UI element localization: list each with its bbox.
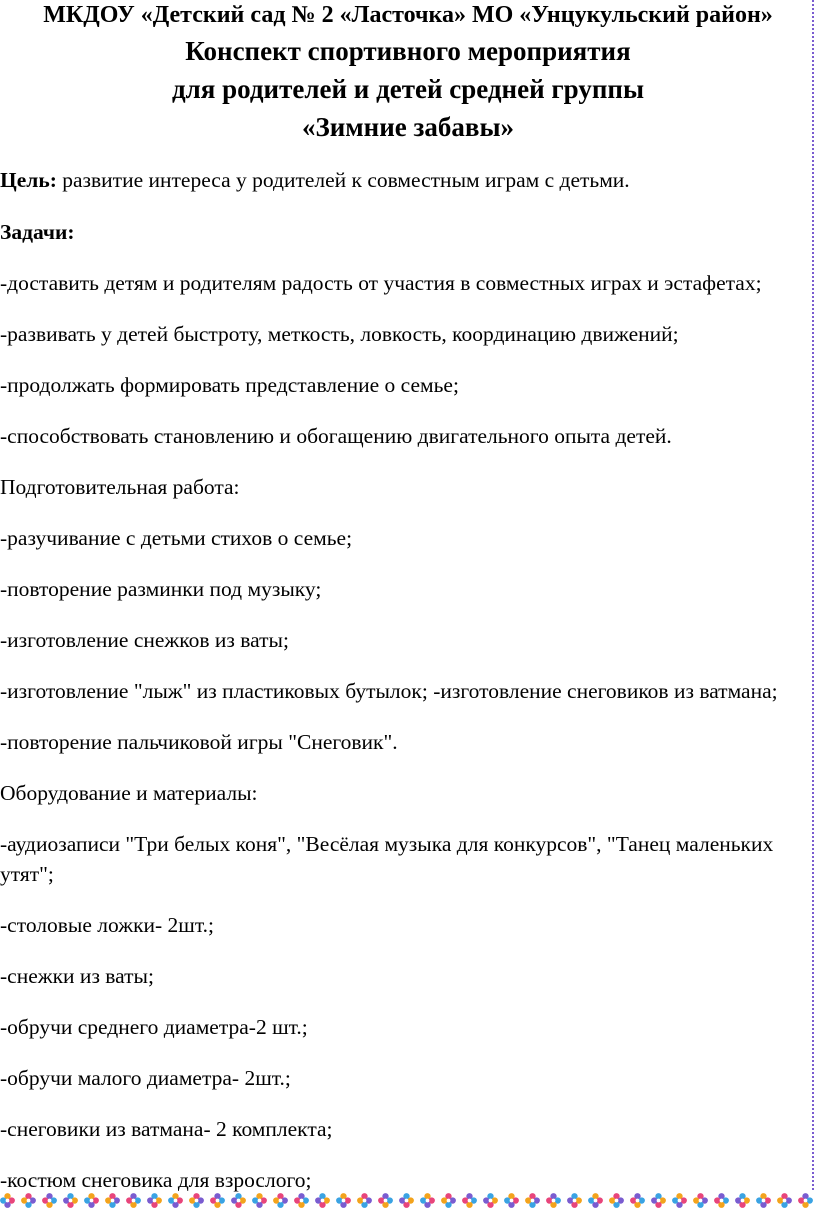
flower-border-icon [357, 1193, 372, 1208]
flower-border-icon [651, 1193, 666, 1208]
flower-border-icon [315, 1193, 330, 1208]
tasks-label: Задачи: [0, 220, 75, 244]
flower-border-icon [546, 1193, 561, 1208]
flower-border-icon [420, 1193, 435, 1208]
document-title-line-3: «Зимние забавы» [301, 112, 515, 142]
flower-border-icon [126, 1193, 141, 1208]
goal-paragraph [0, 165, 630, 195]
decorative-right-border [812, 0, 814, 1190]
flower-border-icon [609, 1193, 624, 1208]
flower-border-icon [672, 1193, 687, 1208]
equipment-label: Оборудование и материалы: [0, 781, 258, 805]
flower-border-icon [147, 1193, 162, 1208]
flower-border-icon [42, 1193, 57, 1208]
preparation-item: -изготовление "лыж" из пластиковых бутылок; -изготовление снеговиков из ватмана; [0, 679, 778, 703]
flower-border-icon [483, 1193, 498, 1208]
decorative-flower-border [0, 1193, 816, 1211]
equipment-item: -аудиозаписи "Три белых коня", "Весёлая музыка для конкурсов", "Танец маленьких утят"; [0, 832, 774, 886]
flower-border-icon [336, 1193, 351, 1208]
preparation-item: -изготовление снежков из ваты; [0, 628, 289, 652]
flower-border-icon [441, 1193, 456, 1208]
flower-border-icon [84, 1193, 99, 1208]
flower-border-icon [252, 1193, 267, 1208]
equipment-item: -снеговики из ватмана- 2 комплекта; [0, 1117, 333, 1141]
flower-border-icon [105, 1193, 120, 1208]
flower-border-icon [735, 1193, 750, 1208]
flower-border-icon [504, 1193, 519, 1208]
flower-border-icon [378, 1193, 393, 1208]
flower-border-icon [231, 1193, 246, 1208]
equipment-item: -столовые ложки- 2шт.; [0, 913, 214, 937]
flower-border-icon [693, 1193, 708, 1208]
flower-border-icon [714, 1193, 729, 1208]
task-item: -развивать у детей быстроту, меткость, ловкость, координацию движений; [0, 322, 679, 346]
flower-border-icon [273, 1193, 288, 1208]
task-item: -доставить детям и родителям радость от участия в совместных играх и эстафетах; [0, 271, 762, 295]
organization-header: МКДОУ «Детский сад № 2 «Ласточка» МО «Унцукульский район» [43, 2, 773, 28]
flower-border-icon [777, 1193, 792, 1208]
flower-border-icon [21, 1193, 36, 1208]
flower-border-icon [294, 1193, 309, 1208]
document-title-line-2: для родителей и детей средней группы [171, 74, 645, 104]
equipment-item: -костюм снеговика для взрослого; [0, 1168, 312, 1192]
flower-border-icon [756, 1193, 771, 1208]
flower-border-icon [630, 1193, 645, 1208]
goal-label: Цель: [0, 168, 57, 192]
equipment-item: -снежки из ваты; [0, 964, 154, 988]
flower-border-icon [588, 1193, 603, 1208]
task-item: -способствовать становлению и обогащению двигательного опыта детей. [0, 424, 672, 448]
flower-border-icon [798, 1193, 813, 1208]
equipment-item: -обручи среднего диаметра-2 шт.; [0, 1015, 308, 1039]
goal-text: развитие интереса у родителей к совместным играм с детьми. [56, 168, 630, 192]
flower-border-icon [399, 1193, 414, 1208]
preparation-item: -повторение пальчиковой игры "Снеговик". [0, 730, 398, 754]
flower-border-icon [462, 1193, 477, 1208]
flower-border-icon [567, 1193, 582, 1208]
preparation-label: Подготовительная работа: [0, 475, 240, 499]
flower-border-icon [525, 1193, 540, 1208]
preparation-item: -повторение разминки под музыку; [0, 577, 322, 601]
flower-border-icon [189, 1193, 204, 1208]
document-title-line-1: Конспект спортивного мероприятия [185, 36, 631, 66]
flower-border-icon [63, 1193, 78, 1208]
equipment-item: -обручи малого диаметра- 2шт.; [0, 1066, 291, 1090]
preparation-item: -разучивание с детьми стихов о семье; [0, 526, 353, 550]
task-item: -продолжать формировать представление о семье; [0, 373, 459, 397]
flower-border-icon [168, 1193, 183, 1208]
flower-border-icon [0, 1193, 15, 1208]
flower-border-icon [210, 1193, 225, 1208]
